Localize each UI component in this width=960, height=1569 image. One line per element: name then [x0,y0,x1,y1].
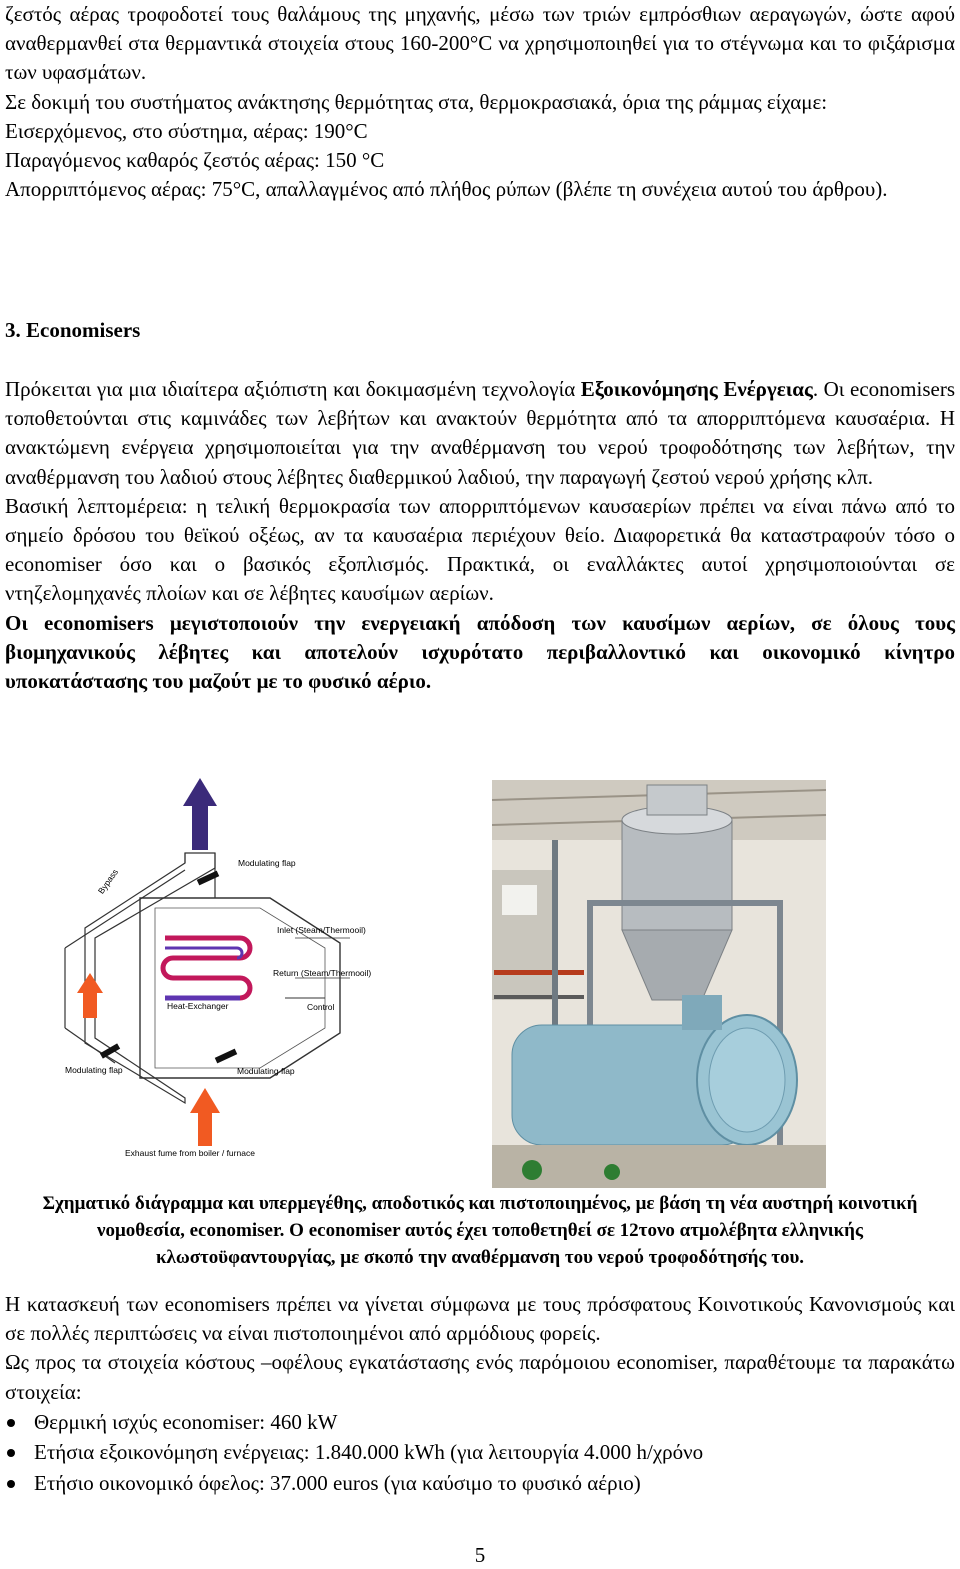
modulating-flap-top-label: Modulating flap [238,858,296,868]
list-item-text: Θερμική ισχύς economiser: 460 kW [34,1409,338,1434]
outlet-arrow [183,778,217,850]
economiser-photo [492,780,826,1188]
intro-block [5,0,955,204]
p1-bold-term: Εξοικονόμησης Ενέργειας [580,377,813,401]
list-item [5,1468,955,1499]
section-heading: 3. Economisers [5,318,141,342]
right-flap [215,1049,237,1064]
section-paragraph-3 [5,609,955,697]
list-item-text: Ετήσιο οικονομικό όφελος: 37.000 euros (για καύσιμο το φυσικό αέριο) [34,1470,641,1495]
list-item [5,1407,955,1438]
control-label: Control [307,1002,335,1012]
page-number: 5 [474,1543,486,1567]
intro-paragraph: ζεστός αέρας τροφοδοτεί τους θαλάμους της μηχανής, μέσω των τριών εμπρόσθιων αεραγωγών, ώστε αφού αναθερμανθεί στα θερμαντικά στοιχεία στους 160-200°C να χρησιμοποιηθεί για το στέγνωμα και το φιξάρισμα των υφασμάτων. [5,2,955,85]
figure-caption: Σχηματικό διάγραμμα και υπερμεγέθης, αποδοτικός και πιστοποιημένος, με βάση τη νέα αυστηρή κοινοτική νομοθεσία, economiser. Ο economiser αυτός έχει τοποθετηθεί σε 12τονο ατμολέβητα ελληνικής κλωστοϋφαντουργίας, με σκοπό την αναθέρμανση του νερού τροφοδότησής του. [42,1193,918,1268]
test-paragraph: Σε δοκιμή του συστήματος ανάκτησης θερμότητας στα, θερμοκρασιακά, όρια της ράμμας είχαμε: [5,89,828,114]
bypass-label: Bypass [95,867,121,896]
produced-air-line: Παραγόμενος καθαρός ζεστός αέρας: 150 °C [5,148,385,173]
bullet-icon [7,1480,15,1488]
exhaust-label: Exhaust fume from boiler / furnace [125,1148,255,1158]
left-hot-arrow [77,973,103,1018]
bullet-icon [7,1449,15,1457]
bullet-icon [7,1419,15,1427]
list-item [5,1437,955,1468]
heat-exchanger-label: Heat-Exchanger [167,1001,229,1011]
section-paragraph-1 [5,375,955,492]
list-item-text: Ετήσια εξοικονόμηση ενέργειας: 1.840.000 kWh (για λειτουργία 4.000 h/χρόνο [34,1440,704,1465]
exhaust-air-line: Απορριπτόμενος αέρας: 75°C, απαλλαγμένος από πλήθος ρύπων (βλέπε τη συνέχεια αυτού του άρθρου). [5,177,888,202]
section-paragraph-2: Βασική λεπτομέρεια: η τελική θερμοκρασία των απορριπτόμενων καυσαερίων πρέπει να είναι πάνω από το σημείο δρόσου του θεϊκού οξέως, αν τα καυσαέρια περιέχουν θείο. Διαφορετικά θα καταστραφούν τόσο ο economiser όσο και ο βασικός εξοπλισμός. Πρακτικά, οι εναλλάκτες αυτοί χρησιμοποιούνται σε ντηζελομηχανές πλοίων και σε λέβητες καυσίμων αερίων. [5,493,955,606]
return-label: Return (Steam/Thermooil) [273,968,372,978]
modulating-flap-right-label: Modulating flap [237,1066,295,1076]
figure [5,778,955,1190]
p1-text-a: Πρόκειται για μια ιδιαίτερα αξιόπιστη και δοκιμασμένη τεχνολογία [5,377,581,401]
p1-text-b: . Οι economisers τοποθετούνται στις καμινάδες των λεβήτων και ανακτούν θερμότητα από τα απορριπτόμενα καυσαέρια. Η ανακτώμενη ενέργεια χρησιμοποιείται για την αναθέρμανση του νερού τροφοδότησης των λεβήτων, την αναθέρμανση του λαδιού στους λέβητες διαθερμικού λαδιού, την παραγωγή ζεστού νερού χρήσης κλπ. [5,377,955,489]
heat-exchanger-coil [163,938,250,998]
outro-block [5,1290,955,1498]
section-body [5,375,955,696]
cost-benefit-list [5,1407,955,1499]
economiser-schematic [55,778,400,1168]
incoming-air-line: Εισερχόμενος, στο σύστημα, αέρας: 190°C [5,118,368,143]
modulating-flap-left-label: Modulating flap [65,1065,123,1075]
bottom-hot-arrow [190,1088,220,1146]
outro-paragraph-2: Ως προς τα στοιχεία κόστους –οφέλους εγκατάστασης ενός παρόμοιου economiser, παραθέτουμε τα παρακάτω στοιχεία: [5,1350,955,1404]
outro-paragraph-1: Η κατασκευή των economisers πρέπει να γίνεται σύμφωνα με τους πρόσφατους Κοινοτικούς Κανονισμούς και σε πολλές περιπτώσεις να είναι πιστοποιημένοι από αρμόδιους φορείς. [5,1292,955,1346]
inlet-label: Inlet (Steam/Thermooil) [277,925,366,935]
p3-bold: Οι economisers μεγιστοποιούν την ενεργειακή απόδοση των καυσίμων αερίων, σε όλους τους βιομηχανικούς λέβητες και αποτελούν ισχυρότατο περιβαλλοντικό και οικονομικό κίνητρο υποκατάστασης του μαζούτ με το φυσικό αέριο. [5,610,955,694]
